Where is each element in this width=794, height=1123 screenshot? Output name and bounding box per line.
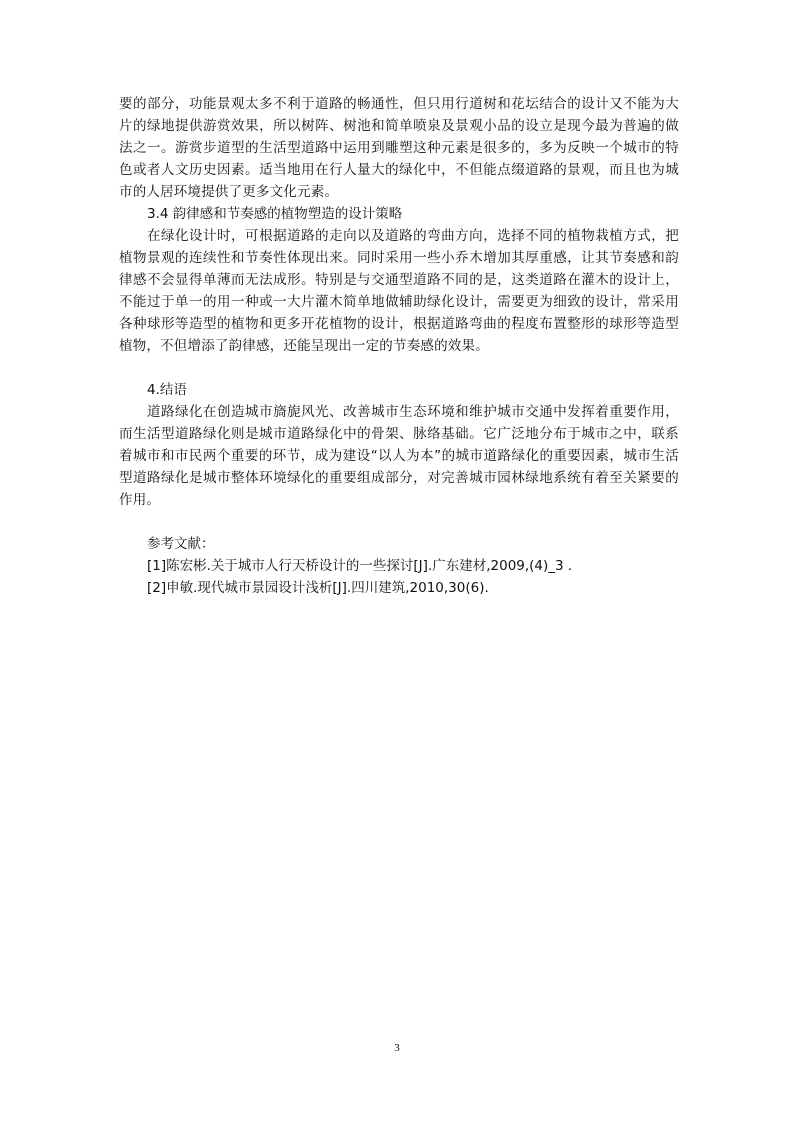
paragraph-rhythm-design: 在绿化设计时，可根据道路的走向以及道路的弯曲方向，选择不同的植物栽植方式，把植物景观的连续性和节奏性体现出来。同时采用一些小乔木增加其厚重感，让其节奏感和韵律感不会显得单薄而无法成形。特别是与交通型道路不同的是，这类道路在灌木的设计上，不能过于单一的用一种或一大片灌木简单地做辅助绿化设计，需要更为细致的设计，常采用各种球形等造型的植物和更多开花植物的设计，根据道路弯曲的程度布置整形的球形等造型植物，不但增添了韵律感，还能呈现出一定的节奏感的效果。 bbox=[119, 228, 679, 354]
spacer bbox=[119, 511, 679, 533]
references-title: 参考文献： bbox=[147, 536, 215, 552]
spacer bbox=[119, 357, 679, 379]
page-number: 3 bbox=[394, 1042, 400, 1054]
reference-item: [1]陈宏彬.关于城市人行天桥设计的一些探讨[J].广东建材,2009,(4)_3 . bbox=[147, 558, 573, 574]
page-content bbox=[119, 93, 679, 599]
reference-item: [2]申敏.现代城市景园设计浅析[J].四川建筑,2010,30(6). bbox=[147, 580, 489, 596]
section-subheading-3-4: 3.4 韵律感和节奏感的植物塑造的设计策略 bbox=[147, 206, 403, 222]
paragraph-continued: 要的部分，功能景观太多不利于道路的畅通性，但只用行道树和花坛结合的设计又不能为大片的绿地提供游赏效果，所以树阵、树池和简单喷泉及景观小品的设立是现今最为普遍的做法之一。游赏步道型的生活型道路中运用到雕塑这种元素是很多的，多为反映一个城市的特色或者人文历史因素。适当地用在行人量大的绿化中，不但能点缀道路的景观，而且也为城市的人居环境提供了更多文化元素。 bbox=[119, 96, 679, 200]
paragraph-conclusion: 道路绿化在创造城市旖旎风光、改善城市生态环境和维护城市交通中发挥着重要作用，而生活型道路绿化则是城市道路绿化中的骨架、脉络基础。它广泛地分布于城市之中，联系着城市和市民两个重要的环节，成为建设“以人为本”的城市道路绿化的重要因素，城市生活型道路绿化是城市整体环境绿化的重要组成部分，对完善城市园林绿地系统有着至关紧要的作用。 bbox=[119, 404, 679, 508]
section-heading-conclusion: 4.结语 bbox=[147, 382, 187, 398]
